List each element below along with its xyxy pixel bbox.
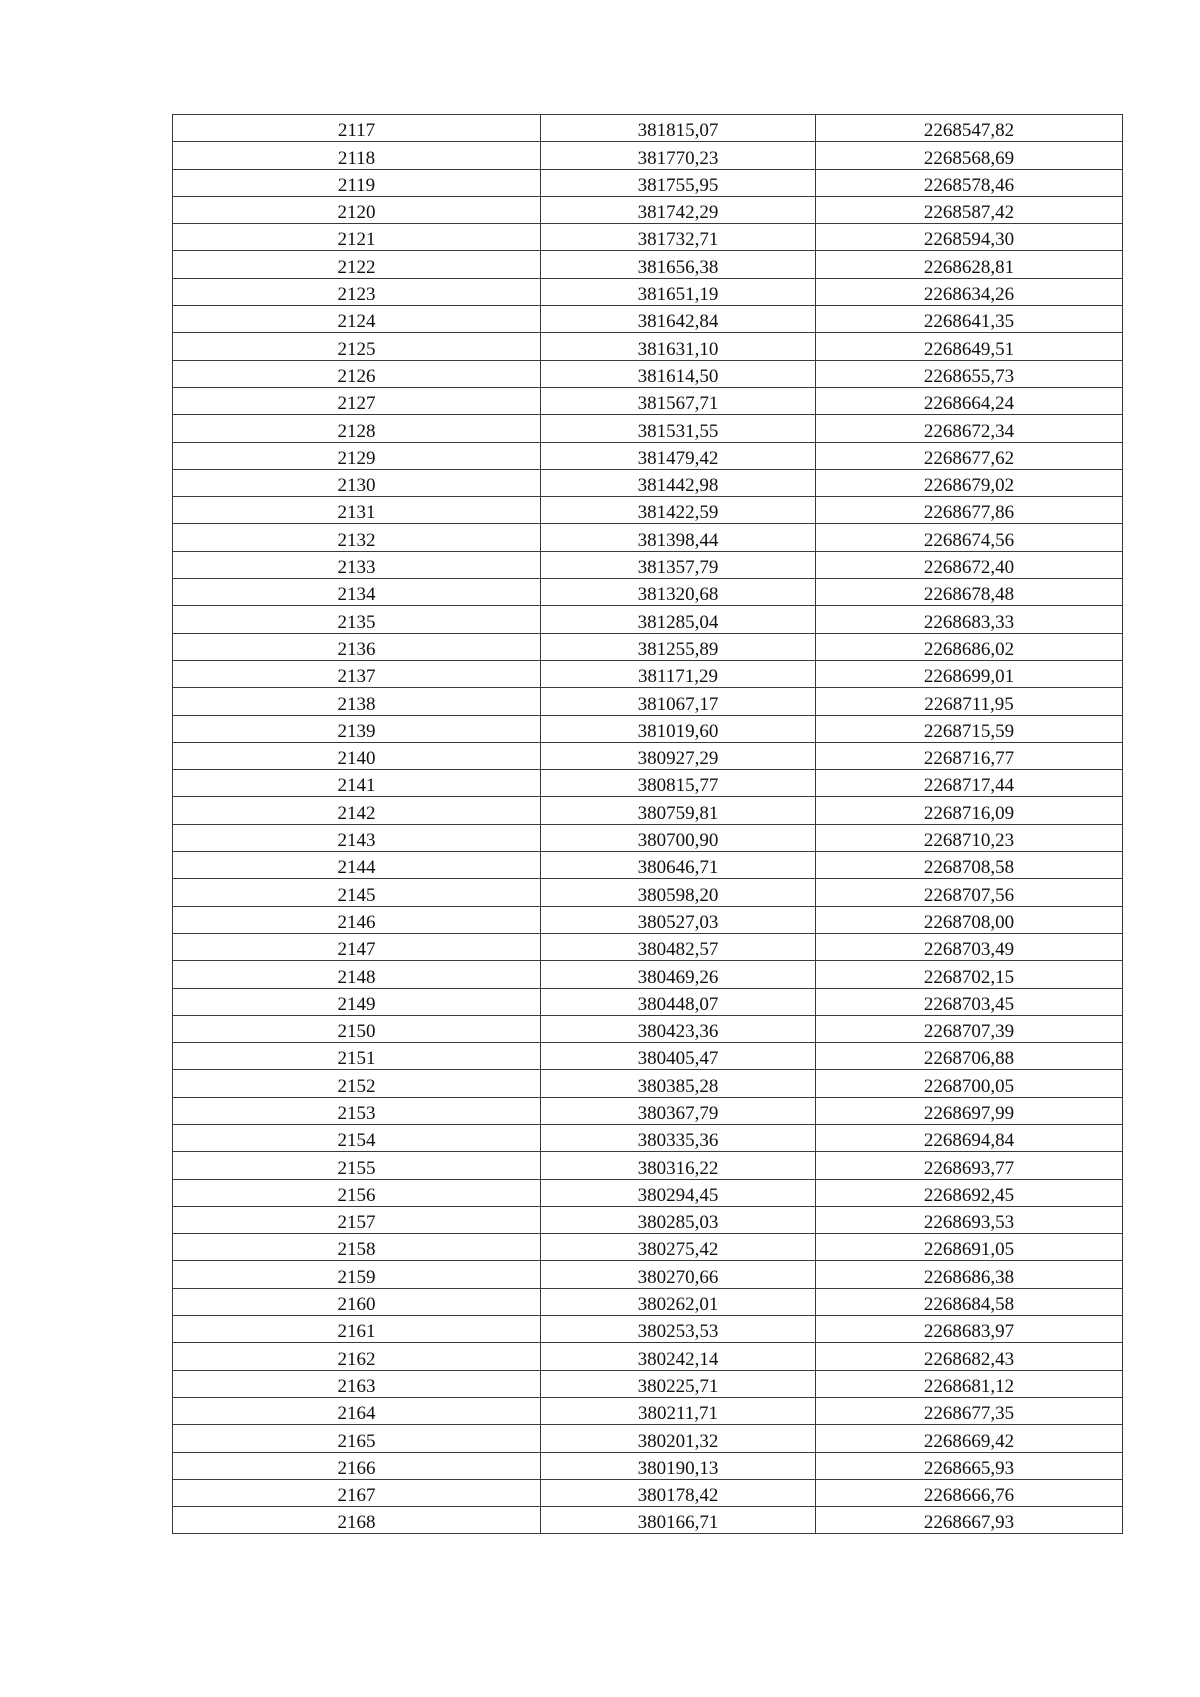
x-coordinate-cell: 380469,26 [541, 961, 816, 988]
x-coordinate-cell: 380482,57 [541, 933, 816, 960]
x-coordinate-cell: 381285,04 [541, 606, 816, 633]
x-coordinate-cell: 380405,47 [541, 1043, 816, 1070]
y-coordinate-cell: 2268683,33 [816, 606, 1123, 633]
x-coordinate-cell: 380294,45 [541, 1179, 816, 1206]
x-coordinate-cell: 381019,60 [541, 715, 816, 742]
point-number-cell: 2153 [173, 1097, 541, 1124]
x-coordinate-cell: 381067,17 [541, 688, 816, 715]
point-number-cell: 2143 [173, 824, 541, 851]
table-row [173, 415, 1123, 442]
point-number-cell: 2129 [173, 442, 541, 469]
point-number-cell: 2166 [173, 1452, 541, 1479]
table-row [173, 1234, 1123, 1261]
point-number-cell: 2167 [173, 1479, 541, 1506]
point-number-cell: 2139 [173, 715, 541, 742]
table-row [173, 251, 1123, 278]
table-row [173, 1316, 1123, 1343]
table-row [173, 688, 1123, 715]
y-coordinate-cell: 2268655,73 [816, 360, 1123, 387]
table-row [173, 633, 1123, 660]
point-number-cell: 2150 [173, 1015, 541, 1042]
table-row [173, 524, 1123, 551]
table-row [173, 1152, 1123, 1179]
point-number-cell: 2121 [173, 224, 541, 251]
table-row [173, 852, 1123, 879]
x-coordinate-cell: 380927,29 [541, 742, 816, 769]
x-coordinate-cell: 380201,32 [541, 1425, 816, 1452]
table-row [173, 169, 1123, 196]
x-coordinate-cell: 381255,89 [541, 633, 816, 660]
point-number-cell: 2163 [173, 1370, 541, 1397]
table-row [173, 142, 1123, 169]
table-row [173, 360, 1123, 387]
y-coordinate-cell: 2268699,01 [816, 660, 1123, 687]
x-coordinate-cell: 381531,55 [541, 415, 816, 442]
table-row [173, 387, 1123, 414]
point-number-cell: 2160 [173, 1288, 541, 1315]
x-coordinate-cell: 380385,28 [541, 1070, 816, 1097]
table-row [173, 988, 1123, 1015]
y-coordinate-cell: 2268669,42 [816, 1425, 1123, 1452]
x-coordinate-cell: 380316,22 [541, 1152, 816, 1179]
point-number-cell: 2151 [173, 1043, 541, 1070]
y-coordinate-cell: 2268686,02 [816, 633, 1123, 660]
point-number-cell: 2127 [173, 387, 541, 414]
y-coordinate-cell: 2268641,35 [816, 306, 1123, 333]
y-coordinate-cell: 2268703,49 [816, 933, 1123, 960]
y-coordinate-cell: 2268716,77 [816, 742, 1123, 769]
x-coordinate-cell: 381642,84 [541, 306, 816, 333]
y-coordinate-cell: 2268694,84 [816, 1124, 1123, 1151]
point-number-cell: 2145 [173, 879, 541, 906]
point-number-cell: 2126 [173, 360, 541, 387]
point-number-cell: 2132 [173, 524, 541, 551]
point-number-cell: 2117 [173, 115, 541, 142]
coordinates-table-body [173, 115, 1123, 1534]
point-number-cell: 2141 [173, 770, 541, 797]
point-number-cell: 2118 [173, 142, 541, 169]
point-number-cell: 2146 [173, 906, 541, 933]
y-coordinate-cell: 2268594,30 [816, 224, 1123, 251]
y-coordinate-cell: 2268681,12 [816, 1370, 1123, 1397]
x-coordinate-cell: 380700,90 [541, 824, 816, 851]
point-number-cell: 2138 [173, 688, 541, 715]
x-coordinate-cell: 381357,79 [541, 551, 816, 578]
x-coordinate-cell: 380253,53 [541, 1316, 816, 1343]
y-coordinate-cell: 2268672,40 [816, 551, 1123, 578]
table-row [173, 797, 1123, 824]
x-coordinate-cell: 381479,42 [541, 442, 816, 469]
x-coordinate-cell: 380242,14 [541, 1343, 816, 1370]
y-coordinate-cell: 2268683,97 [816, 1316, 1123, 1343]
x-coordinate-cell: 381742,29 [541, 196, 816, 223]
table-row [173, 1261, 1123, 1288]
point-number-cell: 2148 [173, 961, 541, 988]
point-number-cell: 2123 [173, 278, 541, 305]
table-row [173, 442, 1123, 469]
y-coordinate-cell: 2268674,56 [816, 524, 1123, 551]
table-row [173, 742, 1123, 769]
table-row [173, 1343, 1123, 1370]
point-number-cell: 2155 [173, 1152, 541, 1179]
point-number-cell: 2164 [173, 1397, 541, 1424]
point-number-cell: 2125 [173, 333, 541, 360]
y-coordinate-cell: 2268700,05 [816, 1070, 1123, 1097]
y-coordinate-cell: 2268664,24 [816, 387, 1123, 414]
y-coordinate-cell: 2268682,43 [816, 1343, 1123, 1370]
table-row [173, 961, 1123, 988]
y-coordinate-cell: 2268667,93 [816, 1507, 1123, 1534]
point-number-cell: 2133 [173, 551, 541, 578]
point-number-cell: 2161 [173, 1316, 541, 1343]
x-coordinate-cell: 381651,19 [541, 278, 816, 305]
y-coordinate-cell: 2268684,58 [816, 1288, 1123, 1315]
point-number-cell: 2124 [173, 306, 541, 333]
x-coordinate-cell: 381770,23 [541, 142, 816, 169]
y-coordinate-cell: 2268677,62 [816, 442, 1123, 469]
table-row [173, 196, 1123, 223]
x-coordinate-cell: 381567,71 [541, 387, 816, 414]
table-row [173, 497, 1123, 524]
coordinates-table [172, 114, 1123, 1534]
y-coordinate-cell: 2268693,77 [816, 1152, 1123, 1179]
point-number-cell: 2130 [173, 469, 541, 496]
table-row [173, 1479, 1123, 1506]
y-coordinate-cell: 2268628,81 [816, 251, 1123, 278]
x-coordinate-cell: 380225,71 [541, 1370, 816, 1397]
x-coordinate-cell: 380815,77 [541, 770, 816, 797]
table-row [173, 278, 1123, 305]
x-coordinate-cell: 380598,20 [541, 879, 816, 906]
table-row [173, 1043, 1123, 1070]
y-coordinate-cell: 2268672,34 [816, 415, 1123, 442]
y-coordinate-cell: 2268717,44 [816, 770, 1123, 797]
table-row [173, 933, 1123, 960]
table-row [173, 1507, 1123, 1534]
y-coordinate-cell: 2268686,38 [816, 1261, 1123, 1288]
point-number-cell: 2156 [173, 1179, 541, 1206]
point-number-cell: 2144 [173, 852, 541, 879]
x-coordinate-cell: 380448,07 [541, 988, 816, 1015]
y-coordinate-cell: 2268677,35 [816, 1397, 1123, 1424]
x-coordinate-cell: 380367,79 [541, 1097, 816, 1124]
table-row [173, 606, 1123, 633]
point-number-cell: 2147 [173, 933, 541, 960]
x-coordinate-cell: 380275,42 [541, 1234, 816, 1261]
x-coordinate-cell: 381614,50 [541, 360, 816, 387]
table-row [173, 906, 1123, 933]
y-coordinate-cell: 2268697,99 [816, 1097, 1123, 1124]
x-coordinate-cell: 380166,71 [541, 1507, 816, 1534]
table-row [173, 1452, 1123, 1479]
x-coordinate-cell: 380178,42 [541, 1479, 816, 1506]
point-number-cell: 2131 [173, 497, 541, 524]
y-coordinate-cell: 2268568,69 [816, 142, 1123, 169]
x-coordinate-cell: 380285,03 [541, 1206, 816, 1233]
y-coordinate-cell: 2268707,56 [816, 879, 1123, 906]
y-coordinate-cell: 2268715,59 [816, 715, 1123, 742]
y-coordinate-cell: 2268547,82 [816, 115, 1123, 142]
point-number-cell: 2158 [173, 1234, 541, 1261]
y-coordinate-cell: 2268678,48 [816, 579, 1123, 606]
x-coordinate-cell: 380527,03 [541, 906, 816, 933]
point-number-cell: 2152 [173, 1070, 541, 1097]
point-number-cell: 2165 [173, 1425, 541, 1452]
x-coordinate-cell: 381422,59 [541, 497, 816, 524]
table-row [173, 306, 1123, 333]
y-coordinate-cell: 2268711,95 [816, 688, 1123, 715]
y-coordinate-cell: 2268666,76 [816, 1479, 1123, 1506]
x-coordinate-cell: 380646,71 [541, 852, 816, 879]
y-coordinate-cell: 2268665,93 [816, 1452, 1123, 1479]
x-coordinate-cell: 381398,44 [541, 524, 816, 551]
point-number-cell: 2162 [173, 1343, 541, 1370]
x-coordinate-cell: 381442,98 [541, 469, 816, 496]
table-row [173, 824, 1123, 851]
table-row [173, 469, 1123, 496]
table-row [173, 879, 1123, 906]
x-coordinate-cell: 380270,66 [541, 1261, 816, 1288]
x-coordinate-cell: 381755,95 [541, 169, 816, 196]
y-coordinate-cell: 2268703,45 [816, 988, 1123, 1015]
y-coordinate-cell: 2268702,15 [816, 961, 1123, 988]
point-number-cell: 2149 [173, 988, 541, 1015]
point-number-cell: 2168 [173, 1507, 541, 1534]
y-coordinate-cell: 2268692,45 [816, 1179, 1123, 1206]
table-row [173, 1370, 1123, 1397]
point-number-cell: 2157 [173, 1206, 541, 1233]
point-number-cell: 2136 [173, 633, 541, 660]
point-number-cell: 2122 [173, 251, 541, 278]
x-coordinate-cell: 381815,07 [541, 115, 816, 142]
table-row [173, 770, 1123, 797]
point-number-cell: 2135 [173, 606, 541, 633]
y-coordinate-cell: 2268677,86 [816, 497, 1123, 524]
y-coordinate-cell: 2268708,00 [816, 906, 1123, 933]
point-number-cell: 2159 [173, 1261, 541, 1288]
x-coordinate-cell: 380335,36 [541, 1124, 816, 1151]
table-row [173, 1097, 1123, 1124]
table-row [173, 115, 1123, 142]
table-row [173, 333, 1123, 360]
x-coordinate-cell: 381171,29 [541, 660, 816, 687]
y-coordinate-cell: 2268707,39 [816, 1015, 1123, 1042]
table-row [173, 1397, 1123, 1424]
x-coordinate-cell: 381656,38 [541, 251, 816, 278]
y-coordinate-cell: 2268679,02 [816, 469, 1123, 496]
table-row [173, 1179, 1123, 1206]
x-coordinate-cell: 380211,71 [541, 1397, 816, 1424]
table-row [173, 551, 1123, 578]
x-coordinate-cell: 381631,10 [541, 333, 816, 360]
point-number-cell: 2142 [173, 797, 541, 824]
point-number-cell: 2137 [173, 660, 541, 687]
point-number-cell: 2119 [173, 169, 541, 196]
y-coordinate-cell: 2268634,26 [816, 278, 1123, 305]
y-coordinate-cell: 2268587,42 [816, 196, 1123, 223]
x-coordinate-cell: 381320,68 [541, 579, 816, 606]
table-row [173, 660, 1123, 687]
y-coordinate-cell: 2268693,53 [816, 1206, 1123, 1233]
x-coordinate-cell: 380262,01 [541, 1288, 816, 1315]
table-row [173, 224, 1123, 251]
table-row [173, 579, 1123, 606]
table-row [173, 1070, 1123, 1097]
point-number-cell: 2120 [173, 196, 541, 223]
point-number-cell: 2128 [173, 415, 541, 442]
point-number-cell: 2154 [173, 1124, 541, 1151]
y-coordinate-cell: 2268691,05 [816, 1234, 1123, 1261]
y-coordinate-cell: 2268716,09 [816, 797, 1123, 824]
point-number-cell: 2140 [173, 742, 541, 769]
y-coordinate-cell: 2268708,58 [816, 852, 1123, 879]
y-coordinate-cell: 2268710,23 [816, 824, 1123, 851]
x-coordinate-cell: 380190,13 [541, 1452, 816, 1479]
x-coordinate-cell: 381732,71 [541, 224, 816, 251]
table-row [173, 1288, 1123, 1315]
x-coordinate-cell: 380423,36 [541, 1015, 816, 1042]
table-row [173, 1425, 1123, 1452]
table-row [173, 1206, 1123, 1233]
point-number-cell: 2134 [173, 579, 541, 606]
y-coordinate-cell: 2268649,51 [816, 333, 1123, 360]
y-coordinate-cell: 2268578,46 [816, 169, 1123, 196]
x-coordinate-cell: 380759,81 [541, 797, 816, 824]
table-row [173, 1015, 1123, 1042]
y-coordinate-cell: 2268706,88 [816, 1043, 1123, 1070]
table-row [173, 1124, 1123, 1151]
table-row [173, 715, 1123, 742]
